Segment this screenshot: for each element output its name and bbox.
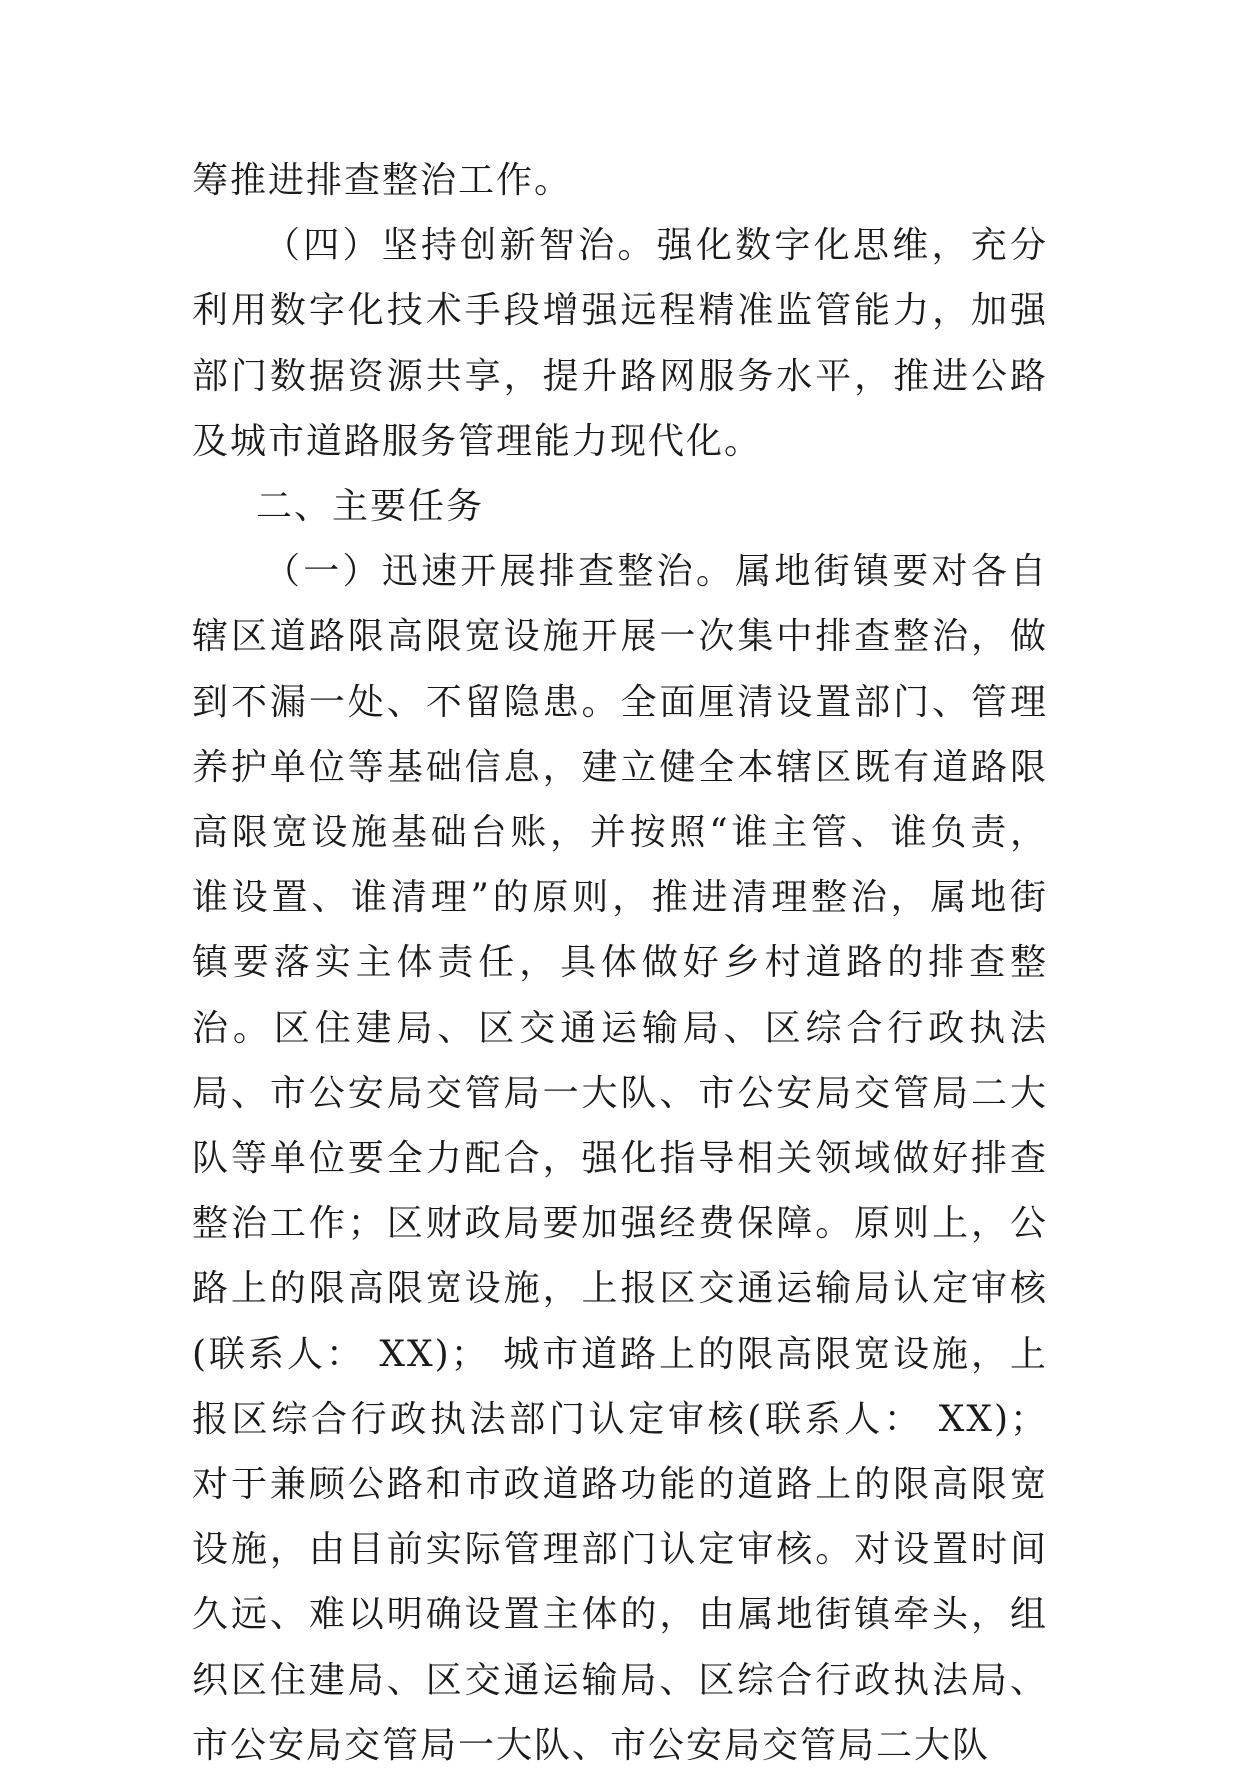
paragraph-task-one: （一）迅速开展排查整治。属地街镇要对各自辖区道路限高限宽设施开展一次集中排查整治，做到不漏一处、不留隐患。全面厘清设置部门、管理养护单位等基础信息，建立健全本辖区既有道路限高限宽设施基础台账，并按照“谁主管、谁负责，谁设置、谁清理”的原则，推进清理整治，属地街镇要落实主体责任，具体做好乡村道路的排查整治。区住建局、区交通运输局、区综合行政执法局、市公安局交管局一大队、市公安局交管局二大队等单位要全力配合，强化指导相关领域做好排查整治工作；区财政局要加强经费保障。原则上，公路上的限高限宽设施，上报区交通运输局认定审核(联系人： XX)； 城市道路上的限高限宽设施，上报区综合行政执法部门认定审核(联系人： XX)； 对于兼顾公路和市政道路功能的道路上的限高限宽设施，由目前实际管理部门认定审核。对设置时间久远、难以明确设置主体的，由属地街镇牵头，组织区住建局、区交通运输局、区综合行政执法局、市公安局交管局一大队、市公安局交管局二大队 [192,551,1048,1766]
section-heading-main-tasks: 二、主要任务 [256,486,485,528]
paragraph-innovation: （四）坚持创新智治。强化数字化思维，充分利用数字化技术手段增强远程精准监管能力，加强部门数据资源共享，提升路网服务水平，推进公路及城市道路服务管理能力现代化。 [192,225,1048,462]
document-body [192,148,1048,1778]
paragraph-continuation: 筹推进排查整治工作。 [192,160,573,201]
